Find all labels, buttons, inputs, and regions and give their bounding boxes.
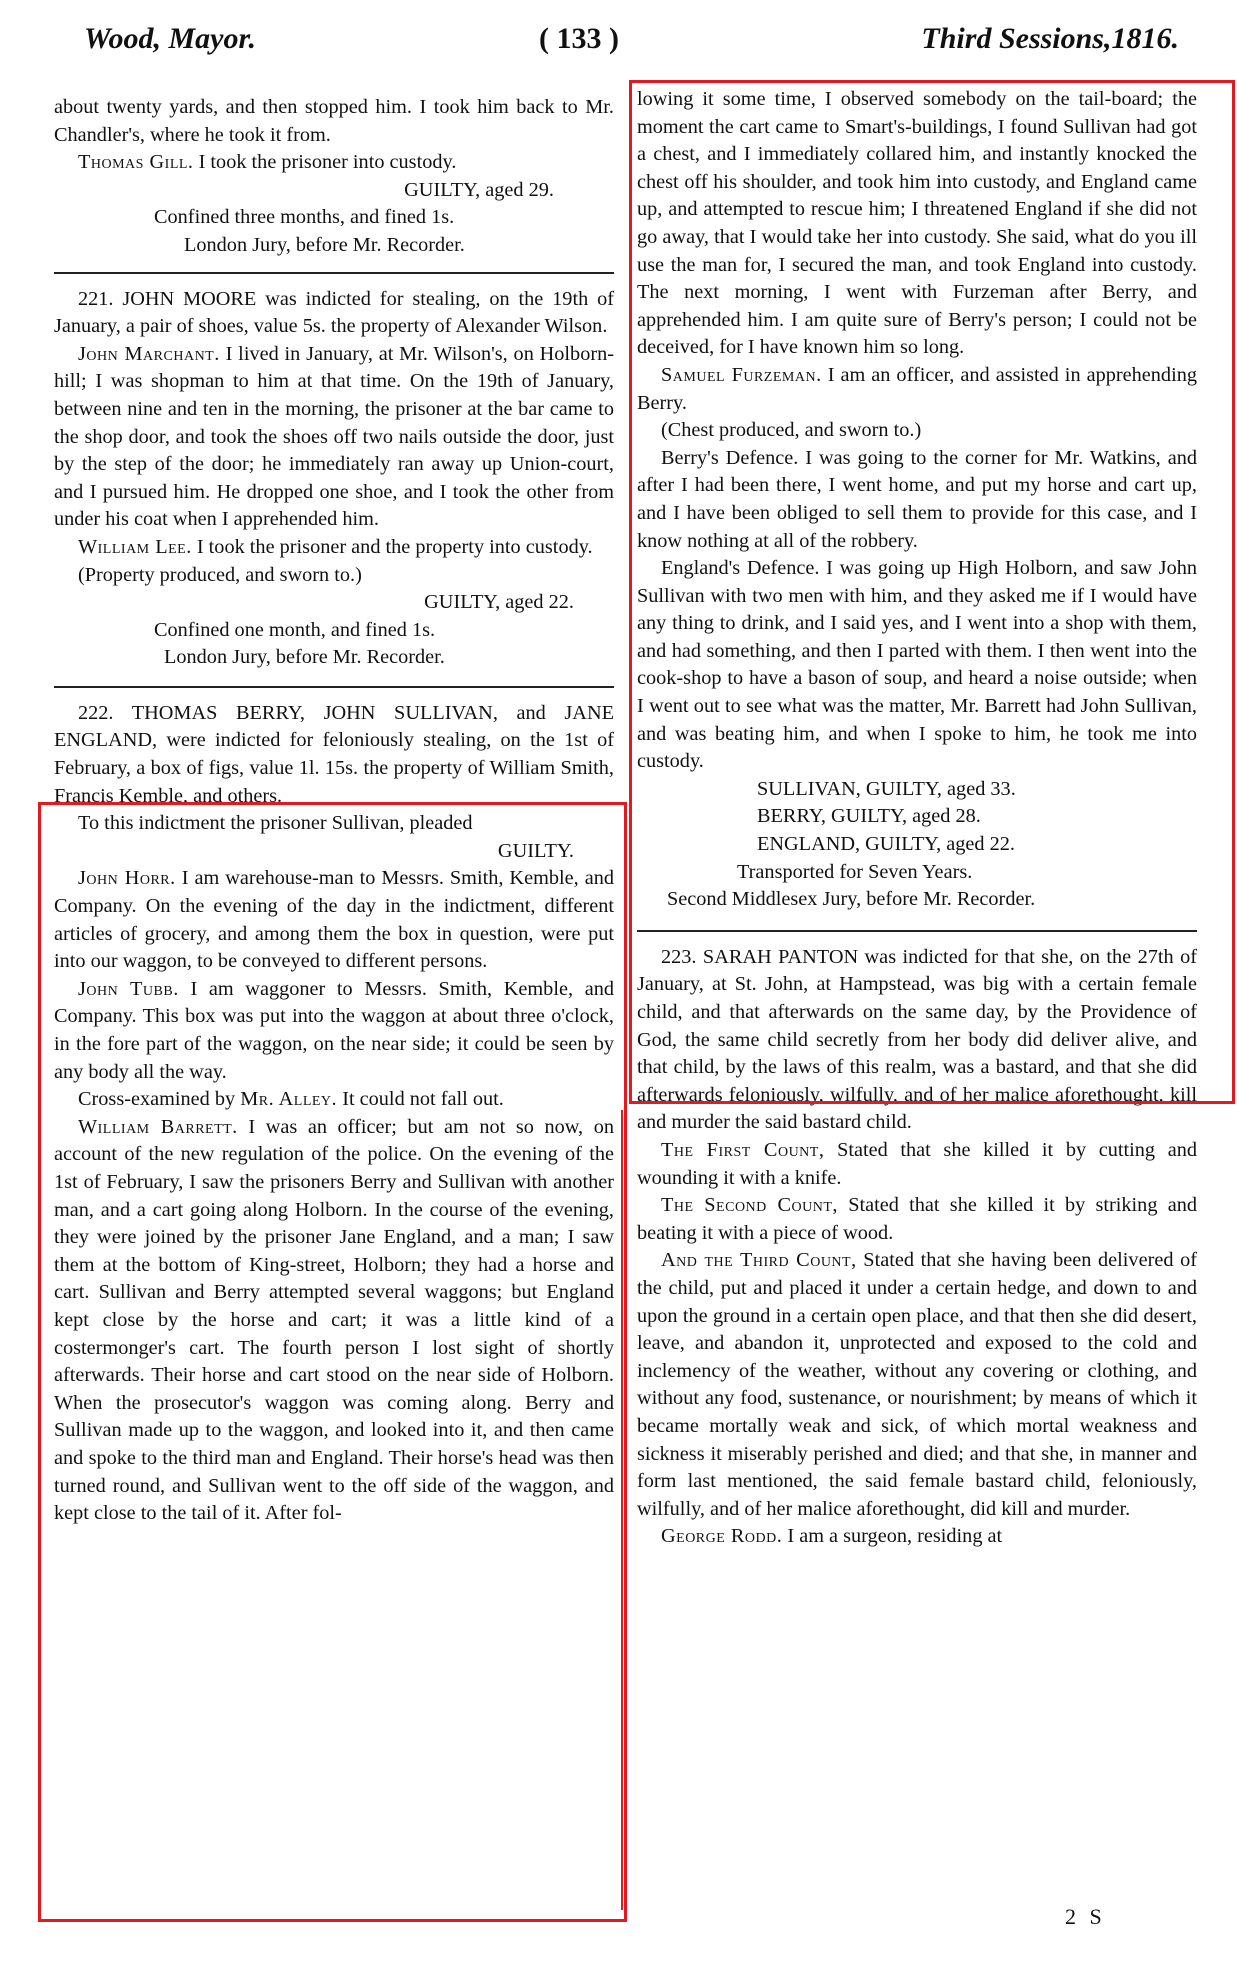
plea-text: To this indictment the prisoner Sullivan, pleaded xyxy=(78,812,473,835)
jury-line: Second Middlesex Jury, before Mr. Recorder. xyxy=(667,888,1036,911)
testimony-rodd: George Rodd. I am a surgeon, residing at xyxy=(661,1525,1003,1548)
header-mayor: Wood, Mayor. xyxy=(84,22,256,55)
continuation-text: about twenty yards, and then stopped him. I took him back to Mr. Chandler's, where he took it from. xyxy=(54,96,614,146)
testimony-horr: John Horr. I am warehouse-man to Messrs. Smith, Kemble, and Company. On the evening of the day in the indictment, different articles of grocery, and among them the box in question, were put into our waggon, to be conveyed to different persons. xyxy=(54,867,614,973)
jury-line: London Jury, before Mr. Recorder. xyxy=(184,233,465,256)
header-page-number: ( 133 ) xyxy=(539,22,619,55)
witness-name: John Tubb. xyxy=(78,977,179,1000)
count-label: The Second Count, xyxy=(661,1194,838,1217)
third-count: And the Third Count, Stated that she having been delivered of the child, put and placed it under a certain hedge, and down to and upon the ground in a certain open place, and that then she did desert, leave, and abandon it, unprotected and exposed to the cold and inclemency of the weather, without any covering or clothing, and without any food, sustenance, or nourishment; by means of which it became mortally weak and sick, of which mortal weakness and sickness it miserably perished and died; and that she, in manner and form last mentioned, the said female bastard child, feloniously, wilfully, and of her malice aforethought, did kill and murder. xyxy=(637,1249,1197,1520)
left-column xyxy=(54,94,614,1528)
case-221-heading: 221. JOHN MOORE was indicted for stealing, on the 19th of January, a pair of shoes, value 5s. the property of Alexander Wilson. xyxy=(54,287,614,338)
witness-name: Samuel Furzeman. xyxy=(661,363,822,386)
highlight-rule xyxy=(621,1110,623,1910)
testimony-gill: Thomas Gill. I took the prisoner into custody. xyxy=(78,151,457,174)
property-produced: (Property produced, and sworn to.) xyxy=(78,563,362,586)
plea-verdict: GUILTY. xyxy=(497,839,574,862)
first-count: The First Count, Stated that she killed it by cutting and wounding it with a knife. xyxy=(637,1138,1197,1189)
right-column xyxy=(637,86,1197,1551)
case-222-heading: 222. THOMAS BERRY, JOHN SULLIVAN, and JANE ENGLAND, were indicted for feloniously stealing, on the 1st of February, a box of figs, value 1l. 15s. the property of William Smith, Francis Kemble, and others. xyxy=(54,701,614,807)
berry-defence: Berry's Defence. I was going to the corner for Mr. Watkins, and after I had been there, I went home, and put my horse and cart up, and I have been obliged to sell them to provide for this case, and I know nothing at all of the robbery. xyxy=(637,446,1197,552)
running-header xyxy=(84,22,1179,72)
header-sessions: Third Sessions,1816. xyxy=(921,22,1179,55)
testimony-furzeman: Samuel Furzeman. I am an officer, and assisted in apprehending Berry. xyxy=(637,363,1197,414)
sentence: Transported for Seven Years. xyxy=(737,860,973,883)
chest-produced: (Chest produced, and sworn to.) xyxy=(661,419,922,442)
case-223-heading: 223. SARAH PANTON was indicted for that she, on the 27th of January, at St. John, at Hampstead, was big with a certain female child, and that afterwards on the same day, by the Providence of God, the same child secretly from her body did deliver alive, and that child, by the laws of this realm, was a bastard, and that she did afterwards feloniously, wilfully, and of her malice aforethought, kill and murder the said bastard child. xyxy=(637,945,1197,1134)
jury-line: London Jury, before Mr. Recorder. xyxy=(164,646,445,669)
witness-name: William Barrett. xyxy=(78,1115,238,1138)
verdict-sullivan: SULLIVAN, GUILTY, aged 33. xyxy=(757,777,1016,800)
testimony-marchant: John Marchant. I lived in January, at Mr. Wilson's, on Holborn-hill; I was shopman to him at that time. On the 19th of January, between nine and ten in the morning, the prisoner at the bar came to the shop door, and took the shoes off two nails outside the door, just by the step of the door; he immediately ran away up Union-court, and I pursued him. He dropped one shoe, and I took the other from under his coat when I apprehended him. xyxy=(54,342,614,531)
cross-examination: Cross-examined by Mr. Alley. It could not fall out. xyxy=(78,1088,504,1111)
case-divider xyxy=(637,930,1197,932)
testimony-barrett: William Barrett. I was an officer; but am not so now, on account of the new regulation of the police. On the evening of the 1st of February, I saw the prisoners Berry and Sullivan with another man, and a cart going along Holborn. In the course of the evening, they were joined by the prisoner Jane England, and a man; I saw them at the bottom of King-street, Holborn; they had a horse and cart. Sullivan and Berry attempted several waggons; but England kept close by the horse and cart; it was a little kind of a costermonger's cart. The fourth person I lost sight of shortly afterwards. Their horse and cart stood on the near side of Holborn. When the prosecutor's waggon was coming along. Berry and Sullivan made up to the waggon, and looked into it, and then came and spoke to the third man and England. Their horse's head was then turned round, and Sullivan went to the off side of the waggon, and kept close to the tail of it. After fol- xyxy=(54,1115,614,1525)
testimony-tubb: John Tubb. I am waggoner to Messrs. Smith, Kemble, and Company. This box was put into the waggon at about three o'clock, in the fore part of the waggon, on the near side; it could be seen by any body all the way. xyxy=(54,977,614,1083)
counsel-name: Mr. Alley. xyxy=(240,1088,338,1111)
case-divider xyxy=(54,272,614,274)
count-label: The First Count, xyxy=(661,1138,825,1161)
signature-mark: 2 S xyxy=(1065,1904,1106,1929)
case-divider xyxy=(54,686,614,688)
witness-name: George Rodd. xyxy=(661,1525,783,1548)
verdict-berry: BERRY, GUILTY, aged 28. xyxy=(757,805,981,828)
verdict: GUILTY, aged 22. xyxy=(424,591,574,614)
witness-name: William Lee. xyxy=(78,535,192,558)
second-count: The Second Count, Stated that she killed it by striking and beating it with a piece of wood. xyxy=(637,1194,1197,1244)
sentence: Confined three months, and fined 1s. xyxy=(154,206,455,229)
witness-name: John Horr. xyxy=(78,867,176,890)
testimony-lee: William Lee. I took the prisoner and the property into custody. xyxy=(78,535,593,558)
verdict: GUILTY, aged 29. xyxy=(404,178,554,201)
england-defence: England's Defence. I was going up High Holborn, and saw John Sullivan with two men with him, and they asked me if I would have any thing to drink, and I said yes, and I went into a shop with them, and had something, and then I parted with them. I then went into the cook-shop to have a bason of soup, and heard a noise outside; when I went out to see what was the matter, Mr. Barrett had John Sullivan, and was beating him, and when I spoke to him, he took me into custody. xyxy=(637,557,1197,773)
verdict-england: ENGLAND, GUILTY, aged 22. xyxy=(757,833,1015,856)
count-label: And the Third Count, xyxy=(661,1249,857,1272)
witness-name: John Marchant. xyxy=(78,342,220,365)
sentence: Confined one month, and fined 1s. xyxy=(154,618,436,641)
witness-name: Thomas Gill. xyxy=(78,151,194,174)
continuation-text: lowing it some time, I observed somebody on the tail-board; the moment the cart came to Smart's-buildings, I found Sullivan had got a chest, and I immediately collared him, and instantly knocked the chest off his shoulder, and took him into custody, and England came up, and attempted to rescue him; I threatened England if she did not go away, that I would take her into custody. She said, what do you ill use the man for, I secured the man, and took England into custody. The next morning, I went with Furzeman after Berry, and apprehended him. I am quite sure of Berry's person; I could not be deceived, for I have known him so long. xyxy=(637,88,1197,359)
